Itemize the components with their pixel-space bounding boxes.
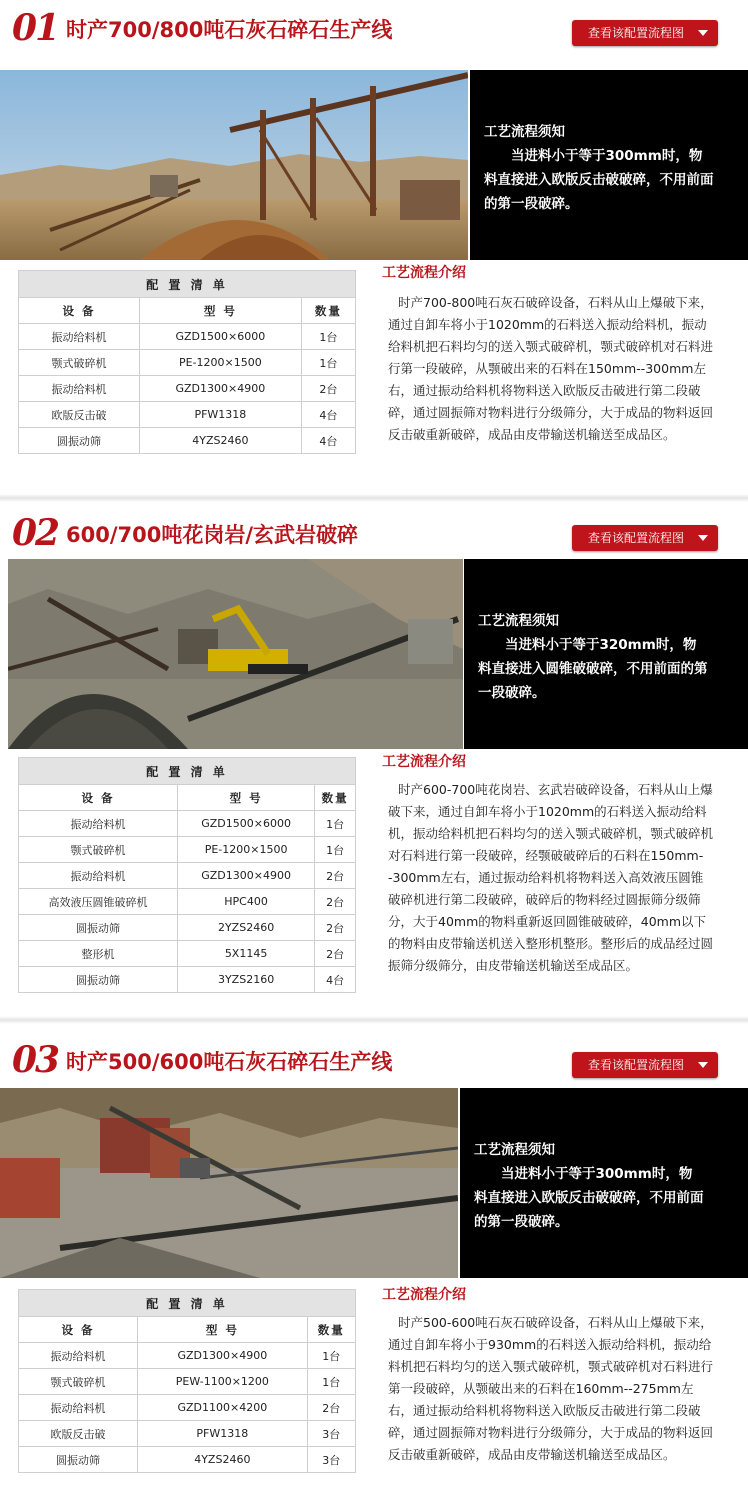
- section-number: 03: [12, 1039, 59, 1081]
- section-3: [0, 1032, 748, 1491]
- cell-model: GZD1100×4200: [138, 1395, 308, 1421]
- cell-qty: 2台: [307, 1395, 355, 1421]
- config-table: [18, 270, 356, 454]
- table-row: [19, 863, 356, 889]
- notice-text: 当进料小于等于300mm时，物料直接进入欧版反击破破碎，不用前面的第一段破碎。: [474, 1166, 704, 1230]
- cell-device: 欧版反击破: [19, 1421, 138, 1447]
- cell-qty: 3台: [307, 1421, 355, 1447]
- notice-title: 工艺流程须知: [484, 124, 565, 140]
- cell-model: 3YZS2160: [178, 967, 315, 993]
- table-row: [19, 837, 356, 863]
- cell-qty: 2台: [315, 889, 356, 915]
- section-1: [0, 0, 748, 490]
- process-notice-box: [470, 70, 748, 260]
- table-row: [19, 967, 356, 993]
- section-title: 时产700/800吨石灰石碎石生产线: [66, 18, 393, 42]
- cell-model: PE-1200×1500: [178, 837, 315, 863]
- cell-qty: 1台: [301, 324, 355, 350]
- caret-down-icon: [698, 535, 708, 541]
- cell-device: 整形机: [19, 941, 178, 967]
- cell-model: PE-1200×1500: [140, 350, 302, 376]
- cell-qty: 1台: [315, 837, 356, 863]
- header-model: 型 号: [178, 785, 315, 811]
- cell-model: 4YZS2460: [138, 1447, 308, 1473]
- header-qty: 数量: [307, 1317, 355, 1343]
- intro-text: 时产600-700吨花岗岩、玄武岩破碎设备，石料从山上爆破下来，通过自卸车将小于1020mm的石料送入振动给料机，振动给料机把石料均匀的送入颚式破碎机，颚式破碎机对石料进行第一段破碎，经颚破破碎后的石料在150mm--300mm左右，通过振动给料机将物料送入高效液压圆锥破碎机进行第二段破碎，破碎后的物料经过圆振筛分级筛分，大于40mm的物料重新返回圆锥破破碎，40mm以下的物料由皮带输送机送入整形机整形。整形后的成品经过圆振筛分级筛分，由皮带输送机输送至成品区。: [388, 782, 714, 973]
- cell-qty: 1台: [307, 1369, 355, 1395]
- process-notice-box: [460, 1088, 748, 1278]
- table-row: [19, 1447, 356, 1473]
- cell-model: GZD1300×4900: [140, 376, 302, 402]
- cell-device: 振动给料机: [19, 324, 140, 350]
- cell-qty: 3台: [307, 1447, 355, 1473]
- cell-model: GZD1300×4900: [138, 1343, 308, 1369]
- table-row: [19, 1343, 356, 1369]
- cell-device: 颚式破碎机: [19, 350, 140, 376]
- table-row: [19, 915, 356, 941]
- cell-device: 振动给料机: [19, 1395, 138, 1421]
- view-flowchart-button[interactable]: [572, 525, 718, 551]
- table-row: [19, 402, 356, 428]
- cell-qty: 1台: [301, 350, 355, 376]
- section-header: [0, 1032, 748, 1092]
- intro-text: 时产500-600吨石灰石破碎设备，石料从山上爆破下来，通过自卸车将小于930mm的石料送入振动给料机，振动给料机把石料均匀的送入颚式破碎机，颚式破碎机对石料进行第一段破碎，从颚破出来的石料在160mm--275mm左右，通过振动给料机将物料送入欧版反击破进行第二段破碎，通过圆振筛对物料进行分级筛分，大于成品的物料返回反击破重新破碎，成品由皮带输送机输送至成品区。: [388, 1315, 714, 1462]
- cell-qty: 2台: [315, 863, 356, 889]
- section-header: [0, 0, 748, 60]
- cell-model: PEW-1100×1200: [138, 1369, 308, 1395]
- table-row: [19, 811, 356, 837]
- table-row: [19, 889, 356, 915]
- header-device: 设 备: [19, 1317, 138, 1343]
- cell-model: PFW1318: [140, 402, 302, 428]
- caret-down-icon: [698, 30, 708, 36]
- button-label: 查看该配置流程图: [588, 26, 685, 40]
- cell-qty: 4台: [315, 967, 356, 993]
- cell-model: 5X1145: [178, 941, 315, 967]
- table-row: [19, 324, 356, 350]
- cell-qty: 2台: [315, 941, 356, 967]
- button-label: 查看该配置流程图: [588, 1058, 685, 1072]
- header-qty: 数量: [315, 785, 356, 811]
- table-row: [19, 1395, 356, 1421]
- cell-device: 高效液压圆锥破碎机: [19, 889, 178, 915]
- table-row: [19, 1369, 356, 1395]
- cell-device: 颚式破碎机: [19, 1369, 138, 1395]
- config-table: [18, 1289, 356, 1473]
- intro-title: 工艺流程介绍: [382, 265, 466, 281]
- cell-model: GZD1500×6000: [140, 324, 302, 350]
- cell-device: 振动给料机: [19, 811, 178, 837]
- section-number: 01: [12, 7, 59, 49]
- section-divider: [0, 1016, 748, 1024]
- production-line-photo: [0, 1088, 458, 1278]
- process-notice-box: [464, 559, 748, 749]
- header-qty: 数量: [301, 298, 355, 324]
- table-row: [19, 941, 356, 967]
- cell-device: 颚式破碎机: [19, 837, 178, 863]
- section-2: [0, 505, 748, 1010]
- cell-device: 圆振动筛: [19, 428, 140, 454]
- cell-model: GZD1500×6000: [178, 811, 315, 837]
- table-row: [19, 376, 356, 402]
- notice-title: 工艺流程须知: [478, 613, 559, 629]
- cell-model: 4YZS2460: [140, 428, 302, 454]
- table-row: [19, 350, 356, 376]
- production-line-photo: [8, 559, 463, 749]
- cell-model: PFW1318: [138, 1421, 308, 1447]
- table-row: [19, 1421, 356, 1447]
- table-caption: 配 置 清 单: [19, 758, 356, 785]
- header-model: 型 号: [140, 298, 302, 324]
- notice-text: 当进料小于等于320mm时，物料直接进入圆锥破破碎，不用前面的第一段破碎。: [478, 637, 708, 701]
- cell-device: 圆振动筛: [19, 915, 178, 941]
- header-device: 设 备: [19, 785, 178, 811]
- intro-title: 工艺流程介绍: [382, 1287, 466, 1303]
- section-title: 时产500/600吨石灰石碎石生产线: [66, 1050, 393, 1074]
- table-row: [19, 428, 356, 454]
- header-model: 型 号: [138, 1317, 308, 1343]
- cell-qty: 2台: [301, 376, 355, 402]
- cell-model: GZD1300×4900: [178, 863, 315, 889]
- section-header: [0, 505, 748, 565]
- notice-title: 工艺流程须知: [474, 1142, 555, 1158]
- intro-title: 工艺流程介绍: [382, 754, 466, 770]
- section-number: 02: [12, 512, 59, 554]
- cell-qty: 1台: [315, 811, 356, 837]
- section-title: 600/700吨花岗岩/玄武岩破碎: [66, 523, 359, 547]
- cell-qty: 2台: [315, 915, 356, 941]
- cell-device: 振动给料机: [19, 376, 140, 402]
- table-caption: 配 置 清 单: [19, 1290, 356, 1317]
- config-table: [18, 757, 356, 993]
- cell-qty: 4台: [301, 402, 355, 428]
- button-label: 查看该配置流程图: [588, 531, 685, 545]
- section-divider: [0, 494, 748, 502]
- cell-device: 振动给料机: [19, 863, 178, 889]
- cell-device: 圆振动筛: [19, 1447, 138, 1473]
- view-flowchart-button[interactable]: [572, 1052, 718, 1078]
- table-caption: 配 置 清 单: [19, 271, 356, 298]
- cell-device: 振动给料机: [19, 1343, 138, 1369]
- header-device: 设 备: [19, 298, 140, 324]
- cell-model: 2YZS2460: [178, 915, 315, 941]
- caret-down-icon: [698, 1062, 708, 1068]
- notice-text: 当进料小于等于300mm时，物料直接进入欧版反击破破碎，不用前面的第一段破碎。: [484, 148, 714, 212]
- intro-text: 时产700-800吨石灰石破碎设备，石料从山上爆破下来，通过自卸车将小于1020mm的石料送入振动给料机，振动给料机把石料均匀的送入颚式破碎机，颚式破碎机对石料进行第一段破碎，从颚破出来的石料在150mm--300mm左右，通过振动给料机将物料送入欧版反击破进行第二段破碎，通过圆振筛对物料进行分级筛分，大于成品的物料返回反击破重新破碎，成品由皮带输送机输送至成品区。: [388, 295, 714, 442]
- view-flowchart-button[interactable]: [572, 20, 718, 46]
- cell-device: 欧版反击破: [19, 402, 140, 428]
- cell-model: HPC400: [178, 889, 315, 915]
- cell-qty: 1台: [307, 1343, 355, 1369]
- cell-qty: 4台: [301, 428, 355, 454]
- production-line-photo: [0, 70, 468, 260]
- cell-device: 圆振动筛: [19, 967, 178, 993]
